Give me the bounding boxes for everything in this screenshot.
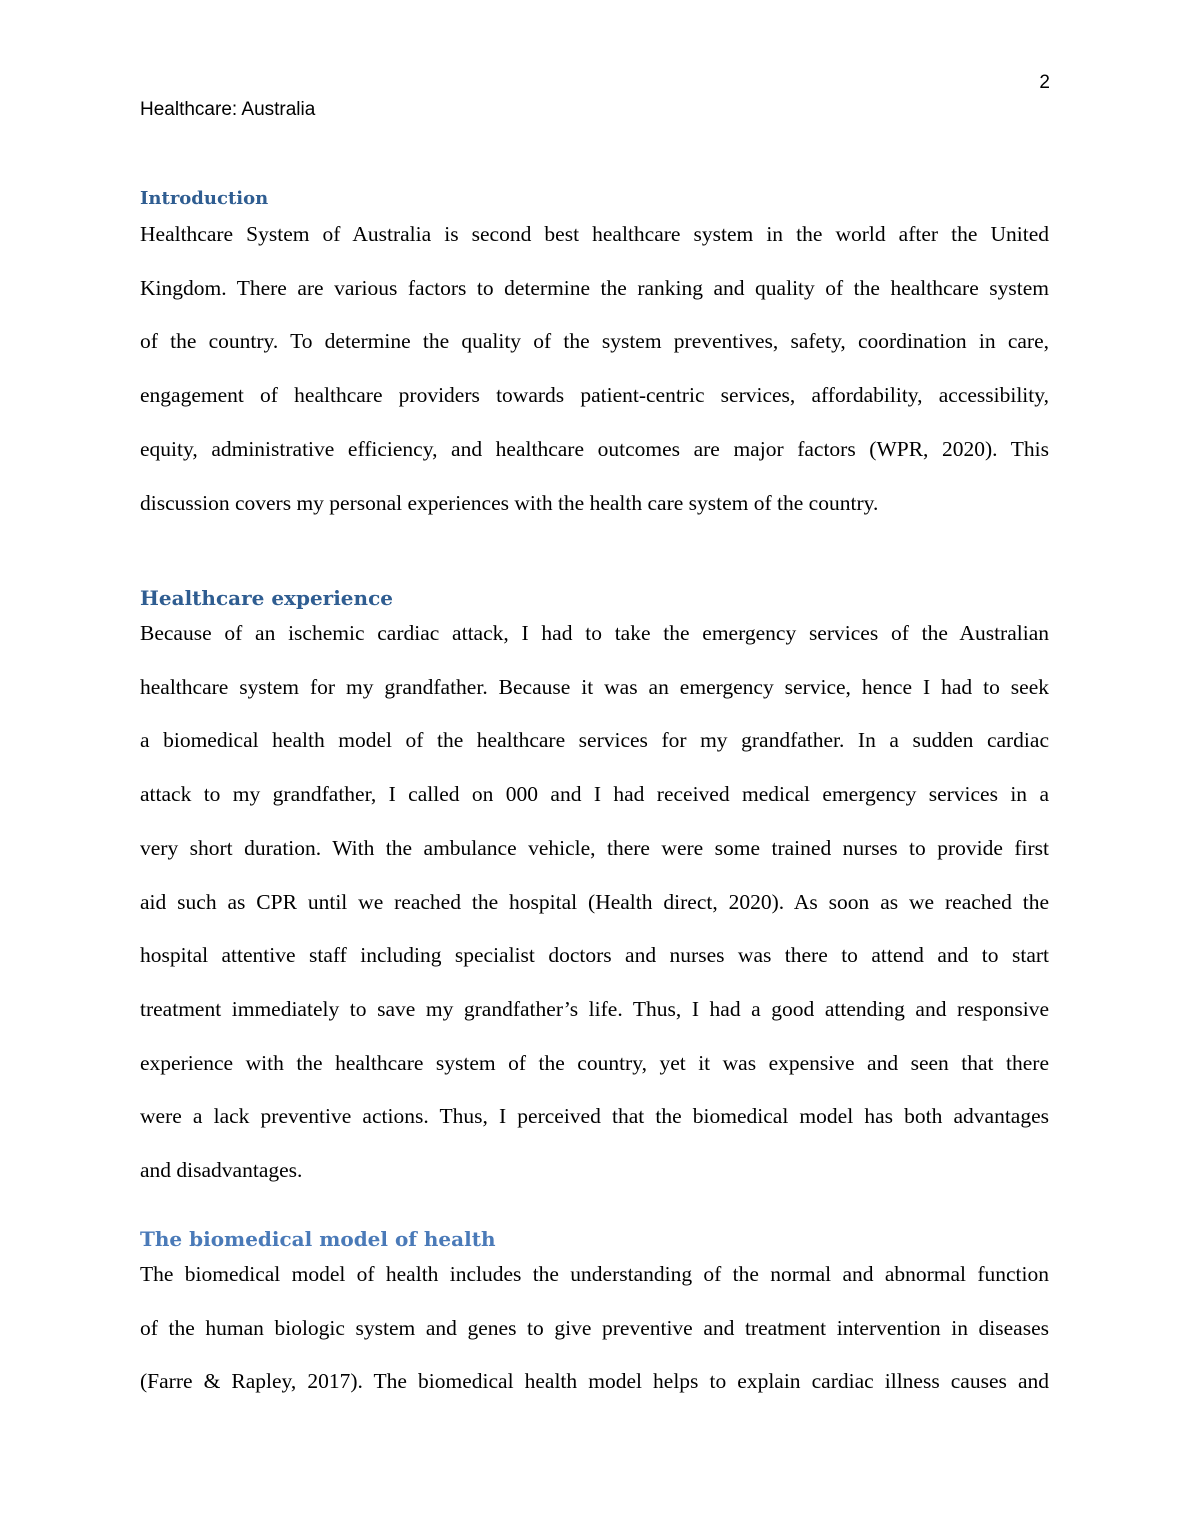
text-line: treatment immediately to save my grandfather’s life. Thus, I had a good attending and responsive [140, 996, 1049, 1021]
text-line: The biomedical model of health includes the understanding of the normal and abnormal function [140, 1262, 1049, 1286]
text-line: healthcare system for my grandfather. Because it was an emergency service, hence I had to seek [140, 674, 1049, 699]
text-line: very short duration. With the ambulance vehicle, there were some trained nurses to provide first [140, 835, 1049, 860]
text-line: Because of an ischemic cardiac attack, I had to take the emergency services of the Australian [140, 621, 1049, 645]
section-introduction [140, 186, 1049, 530]
text-line: (Farre & Rapley, 2017). The biomedical health model helps to explain cardiac illness causes and [140, 1369, 1049, 1394]
healthcare-experience-paragraph [140, 607, 1049, 1198]
biomedical-model-paragraph [140, 1248, 1049, 1409]
text-line: were a lack preventive actions. Thus, I perceived that the biomedical model has both advantages [140, 1104, 1049, 1129]
text-line: aid such as CPR until we reached the hospital (Health direct, 2020). As soon as we reached the [140, 889, 1049, 914]
running-head: Healthcare: Australia [140, 99, 316, 120]
text-line: Kingdom. There are various factors to determine the ranking and quality of the healthcare system [140, 275, 1049, 300]
section-heading-healthcare-experience: Healthcare experience [140, 586, 393, 610]
section-heading-introduction: Introduction [140, 188, 269, 209]
section-heading-biomedical-model: The biomedical model of health [140, 1227, 496, 1251]
text-line: engagement of healthcare providers towards patient-centric services, affordability, accessibility, [140, 383, 1049, 408]
page-number: 2 [1039, 72, 1050, 93]
section-healthcare-experience [140, 585, 1049, 1198]
text-line: attack to my grandfather, I called on 000 and I had received medical emergency services in a [140, 782, 1049, 807]
introduction-paragraph [140, 208, 1049, 530]
text-line: equity, administrative efficiency, and healthcare outcomes are major factors (WPR, 2020). This [140, 436, 1049, 461]
text-line: of the human biologic system and genes to give preventive and treatment intervention in diseases [140, 1315, 1049, 1340]
section-biomedical-model [140, 1226, 1049, 1409]
text-line: Healthcare System of Australia is second best healthcare system in the world after the United [140, 222, 1049, 246]
text-line: of the country. To determine the quality of the system preventives, safety, coordination in care, [140, 329, 1049, 354]
text-line: a biomedical health model of the healthcare services for my grandfather. In a sudden cardiac [140, 728, 1049, 753]
text-line: experience with the healthcare system of the country, yet it was expensive and seen that there [140, 1050, 1049, 1075]
text-line: hospital attentive staff including specialist doctors and nurses was there to attend and to start [140, 943, 1049, 968]
text-line: discussion covers my personal experiences with the health care system of the country. [140, 490, 879, 515]
text-line: and disadvantages. [140, 1158, 303, 1183]
